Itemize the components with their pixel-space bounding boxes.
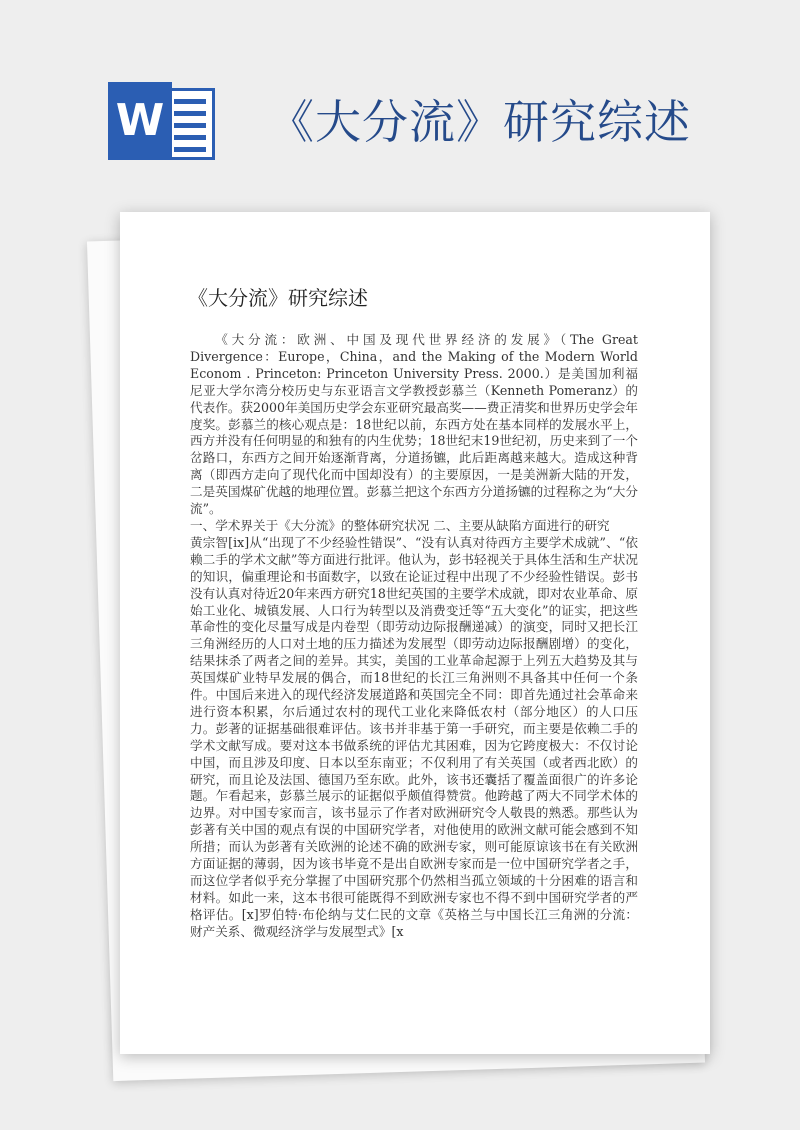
document-title: 《大分流》研究综述 — [188, 286, 368, 310]
document-page — [120, 212, 710, 1054]
word-icon-line — [174, 123, 206, 128]
banner — [0, 0, 800, 200]
word-icon-line — [174, 99, 206, 104]
word-document-icon — [108, 82, 220, 160]
document-body — [190, 332, 638, 941]
paragraph-critique: 黄宗智[ix]从“出现了不少经验性错误”、“没有认真对待西方主要学术成就”、“依赖二手的学术文献”等方面进行批评。他认为，彭书轻视关于具体生活和生产状况的知识，偏重理论和书面数字，以致在论证过程中出现了不少经验性错误。彭书没有认真对待近20年来西方研究18世纪英国的主要学术成就，即对农业革命、原始工业化、城镇发展、人口行为转型以及消费变迁等“五大变化”的证实，把这些革命性的变化尽量写成是内卷型（即劳动边际报酬递减）的演变，同时又把长江三角洲经历的人口对土地的压力描述为发展型（即劳动边际报酬剧增）的变化，结果抹杀了两者之间的差异。其实，美国的工业革命起源于上列五大趋势及其与英国煤矿业特早发展的偶合，而18世纪的长江三角洲则不具备其中任何一个条件。中国后来进入的现代经济发展道路和英国完全不同：即首先通过社会革命来进行资本积累，尔后通过农村的现代工业化来降低农村（部分地区）的人口压力。彭著的证据基础很难评估。该书并非基于第一手研究，而主要是依赖二手的学术文献写成。要对这本书做系统的评估尤其困难，因为它跨度极大：不仅讨论中国，而且涉及印度、日本以至东南亚；不仅利用了有关英国（或者西北欧）的研究，而且论及法国、德国乃至东欧。此外，该书还囊括了覆盖面很广的许多论题。乍看起来，彭慕兰展示的证据似乎颇值得赞赏。他跨越了两大不同学术体的边界。对中国专家而言，该书显示了作者对欧洲研究令人敬畏的熟悉。那些认为彭著有关中国的观点有误的中国研究学者，对他使用的欧洲文献可能会感到不知所措；而认为彭著有关欧洲的论述不确的欧洲专家，则可能原谅该书在有关欧洲方面证据的薄弱，因为该书毕竟不是出自欧洲专家而是一位中国研究学者之手，而这位学者似乎充分掌握了中国研究那个仍然相当孤立领域的十分困难的语言和材料。如此一来，这本书很可能既得不到欧洲专家也不得不到中国研究学者的严格评估。[x]罗伯特·布伦纳与艾仁民的文章《英格兰与中国长江三角洲的分流：财产关系、微观经济学与发展型式》[x — [190, 534, 638, 939]
word-icon-letter: W — [108, 82, 172, 160]
paragraph-intro: 《大分流：欧洲、中国及现代世界经济的发展》（The Great Divergence：Europe，China，and the Making of the Modern World Econom . Princeton: Princeton University Press. 2000.）是美国加利福尼亚大学尔湾分校历史与东亚语言文学教授彭慕兰（Kenneth Pomeranz）的代表作。获2000年美国历史学会东亚研究最高奖——费正清奖和世界历史学会年度奖。彭慕兰的核心观点是：18世纪以前，东西方处在基本同样的发展水平上，西方并没有任何明显的和独有的内生优势；18世纪末19世纪初，历史来到了一个岔路口，东西方之间开始逐渐背离，分道扬镳，此后距离越来越大。造成这种背离（即西方走向了现代化而中国却没有）的主要原因，一是美洲新大陆的开发，二是英国煤矿优越的地理位置。彭慕兰把这个东西方分道扬镳的过程称之为“大分流”。 — [190, 332, 638, 517]
word-icon-line — [174, 147, 206, 152]
banner-title: 《大分流》研究综述 — [268, 95, 691, 149]
word-icon-line — [174, 111, 206, 116]
word-icon-page — [166, 88, 215, 160]
word-icon-line — [174, 135, 206, 140]
paragraph-section-heading: 一、学术界关于《大分流》的整体研究状况 二、主要从缺陷方面进行的研究 — [190, 517, 610, 533]
